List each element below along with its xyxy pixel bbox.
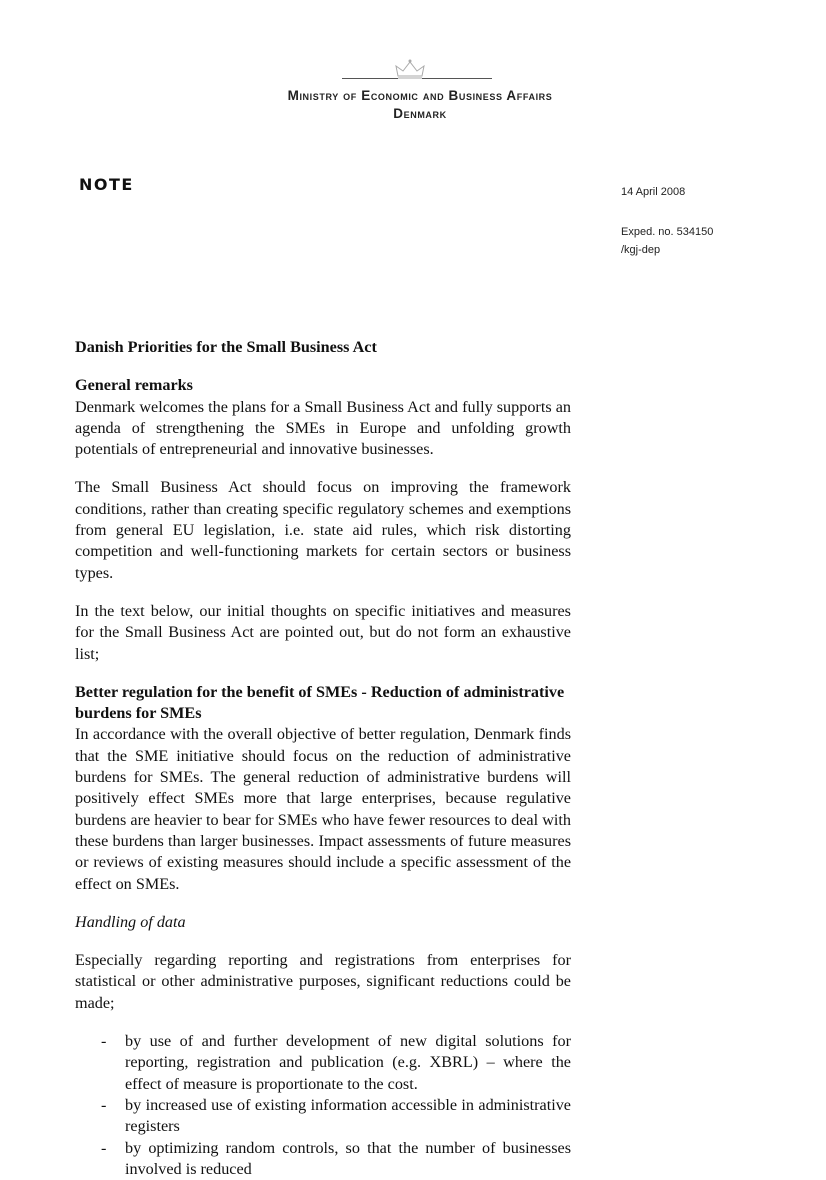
list-item (75, 1095, 571, 1138)
reference-code: /kgj-dep (621, 244, 660, 256)
paragraph: The Small Business Act should focus on improving the framework conditions, rather than creating specific regulatory schemes and exemptions from general EU legislation, i.e. state aid rules, which risk distorting competition and well-functioning markets for certain sectors or business types. (75, 477, 571, 583)
exped-number: Exped. no. 534150 (621, 226, 713, 238)
paragraph: Denmark welcomes the plans for a Small Business Act and fully supports an agenda of strengthening the SMEs in Europe and unfolding growth potentials of entrepreneurial and innovative businesses. (75, 397, 571, 461)
section-heading-regulation: Better regulation for the benefit of SMEs - Reduction of administrative burdens for SMEs (75, 682, 571, 725)
list-item (75, 1031, 571, 1095)
list-item-text: by increased use of existing information accessible in administrative registers (125, 1096, 571, 1135)
country-name: Denmark (250, 106, 590, 121)
bullet-list (75, 1031, 571, 1180)
list-item (75, 1138, 571, 1180)
paragraph: Especially regarding reporting and registrations from enterprises for statistical or other administrative purposes, significant reductions could be made; (75, 950, 571, 1014)
dash-bullet: - (101, 1138, 106, 1159)
note-label: NOTE (79, 175, 134, 194)
ministry-name: Ministry of Economic and Business Affairs (250, 88, 590, 103)
document-title: Danish Priorities for the Small Business Act (75, 337, 571, 358)
paragraph: In accordance with the overall objective of better regulation, Denmark finds that the SME initiative should focus on the reduction of administrative burdens for SMEs. The general reduction of administrative burdens will positively effect SMEs more that large enterprises, because regulative burdens are heavier to bear for SMEs who have fewer resources to deal with these burdens than larger businesses. Impact assessments of future measures or reviews of existing measures should include a specific assessment of the effect on SMEs. (75, 724, 571, 894)
paragraph: In the text below, our initial thoughts on specific initiatives and measures for the Small Business Act are pointed out, but do not form an exhaustive list; (75, 601, 571, 665)
list-item-text: by optimizing random controls, so that the number of businesses involved is reduced (125, 1139, 571, 1178)
logo-rule-left (342, 78, 398, 79)
list-item-text: by use of and further development of new digital solutions for reporting, registration and publication (e.g. XBRL) – where the effect of measure is proportionate to the cost. (125, 1032, 571, 1093)
document-body (75, 337, 571, 1180)
crown-icon (390, 58, 430, 80)
logo-rule-right (422, 78, 492, 79)
dash-bullet: - (101, 1031, 106, 1052)
section-heading-general: General remarks (75, 375, 571, 396)
date-text: 14 April 2008 (621, 186, 685, 198)
dash-bullet: - (101, 1095, 106, 1116)
subsection-heading: Handling of data (75, 912, 571, 933)
ministry-logo (250, 58, 590, 128)
